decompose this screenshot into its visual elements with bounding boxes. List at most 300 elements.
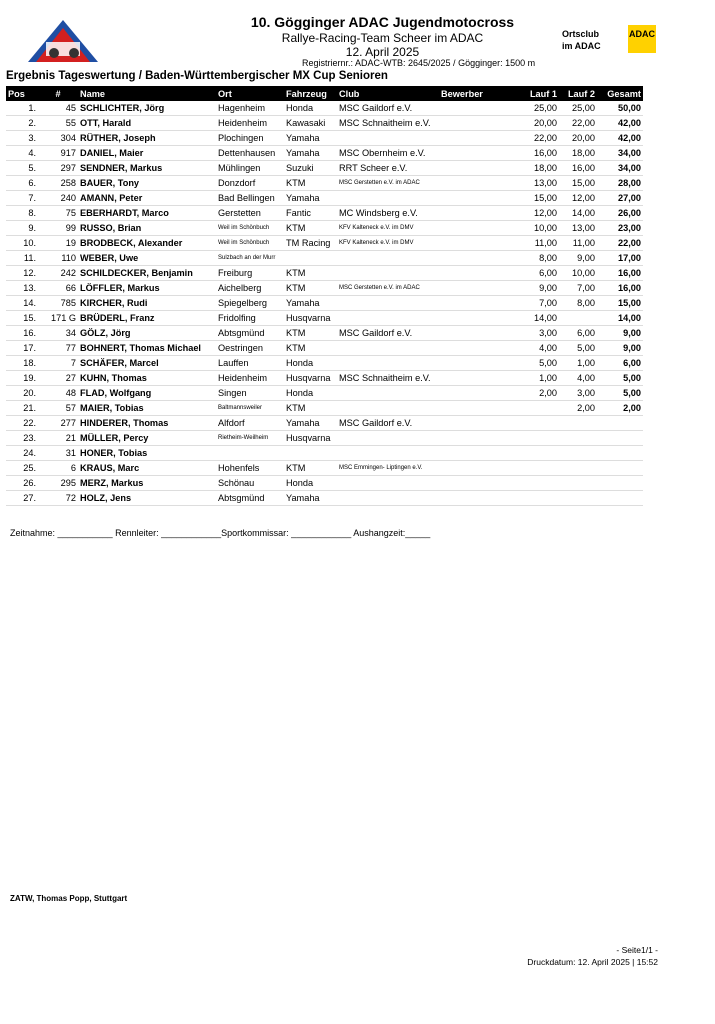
row-bewerber	[439, 461, 519, 476]
row-pos: 10.	[6, 236, 38, 251]
row-club	[337, 356, 439, 371]
row-number: 297	[38, 161, 78, 176]
col-club: Club	[337, 86, 439, 101]
row-lauf1: 13,00	[519, 176, 559, 191]
col-pos: Pos	[6, 86, 38, 101]
row-lauf2: 9,00	[559, 251, 597, 266]
row-number: 304	[38, 131, 78, 146]
row-name: EBERHARDT, Marco	[78, 206, 216, 221]
row-lauf2: 15,00	[559, 176, 597, 191]
row-ort: Lauffen	[216, 356, 284, 371]
row-ort: Freiburg	[216, 266, 284, 281]
row-number: 277	[38, 416, 78, 431]
row-ort: Abtsgmünd	[216, 491, 284, 506]
row-lauf1: 16,00	[519, 146, 559, 161]
row-bewerber	[439, 296, 519, 311]
row-pos: 9.	[6, 221, 38, 236]
row-number: 75	[38, 206, 78, 221]
row-gesamt: 42,00	[597, 116, 643, 131]
row-lauf1: 14,00	[519, 311, 559, 326]
col-bewerber: Bewerber	[439, 86, 519, 101]
row-pos: 21.	[6, 401, 38, 416]
row-pos: 4.	[6, 146, 38, 161]
row-pos: 18.	[6, 356, 38, 371]
row-lauf1: 8,00	[519, 251, 559, 266]
row-fahrzeug: Yamaha	[284, 416, 337, 431]
table-row	[6, 386, 643, 401]
row-club	[337, 191, 439, 206]
row-lauf1	[519, 446, 559, 461]
row-lauf1: 3,00	[519, 326, 559, 341]
row-pos: 22.	[6, 416, 38, 431]
table-row	[6, 326, 643, 341]
row-lauf2: 2,00	[559, 401, 597, 416]
row-bewerber	[439, 446, 519, 461]
row-gesamt: 22,00	[597, 236, 643, 251]
row-lauf1: 12,00	[519, 206, 559, 221]
row-ort: Singen	[216, 386, 284, 401]
row-lauf2: 10,00	[559, 266, 597, 281]
row-pos: 24.	[6, 446, 38, 461]
row-club	[337, 341, 439, 356]
row-lauf1: 18,00	[519, 161, 559, 176]
row-gesamt: 16,00	[597, 281, 643, 296]
row-name: MERZ, Markus	[78, 476, 216, 491]
row-gesamt: 5,00	[597, 371, 643, 386]
row-lauf2	[559, 416, 597, 431]
row-lauf1: 7,00	[519, 296, 559, 311]
row-ort: Weil im Schönbuch	[216, 221, 284, 236]
row-gesamt: 14,00	[597, 311, 643, 326]
row-gesamt: 9,00	[597, 341, 643, 356]
row-pos: 17.	[6, 341, 38, 356]
row-fahrzeug: KTM	[284, 326, 337, 341]
row-fahrzeug: KTM	[284, 221, 337, 236]
table-row	[6, 251, 643, 266]
row-number: 57	[38, 401, 78, 416]
row-number: 110	[38, 251, 78, 266]
row-gesamt	[597, 416, 643, 431]
row-lauf1: 15,00	[519, 191, 559, 206]
row-fahrzeug: KTM	[284, 401, 337, 416]
row-pos: 3.	[6, 131, 38, 146]
row-pos: 5.	[6, 161, 38, 176]
row-pos: 19.	[6, 371, 38, 386]
row-club	[337, 131, 439, 146]
table-row	[6, 281, 643, 296]
row-gesamt: 28,00	[597, 176, 643, 191]
row-fahrzeug: Husqvarna	[284, 371, 337, 386]
row-lauf1	[519, 431, 559, 446]
row-gesamt: 50,00	[597, 101, 643, 116]
row-number: 917	[38, 146, 78, 161]
row-number: 45	[38, 101, 78, 116]
row-gesamt: 2,00	[597, 401, 643, 416]
row-club: MSC Gaildorf e.V.	[337, 326, 439, 341]
row-gesamt: 16,00	[597, 266, 643, 281]
row-name: BOHNERT, Thomas Michael	[78, 341, 216, 356]
row-lauf1: 6,00	[519, 266, 559, 281]
row-bewerber	[439, 401, 519, 416]
row-fahrzeug: Suzuki	[284, 161, 337, 176]
row-name: BRODBECK, Alexander	[78, 236, 216, 251]
row-number: 21	[38, 431, 78, 446]
table-row	[6, 356, 643, 371]
row-lauf2: 20,00	[559, 131, 597, 146]
row-bewerber	[439, 431, 519, 446]
table-row	[6, 131, 643, 146]
row-name: KUHN, Thomas	[78, 371, 216, 386]
row-name: BAUER, Tony	[78, 176, 216, 191]
row-bewerber	[439, 326, 519, 341]
row-bewerber	[439, 476, 519, 491]
row-club: MSC Schnaitheim e.V.	[337, 371, 439, 386]
row-fahrzeug: KTM	[284, 341, 337, 356]
table-row	[6, 446, 643, 461]
row-bewerber	[439, 101, 519, 116]
row-name: RUSSO, Brian	[78, 221, 216, 236]
row-gesamt: 26,00	[597, 206, 643, 221]
row-club	[337, 446, 439, 461]
row-gesamt	[597, 461, 643, 476]
registration-number: Registriernr.: ADAC-WTB: 2645/2025 / Gögginger: 1500 m	[302, 58, 536, 68]
table-row	[6, 191, 643, 206]
row-gesamt	[597, 476, 643, 491]
table-row	[6, 431, 643, 446]
col-lauf2: Lauf 2	[559, 86, 597, 101]
table-row	[6, 236, 643, 251]
row-lauf1	[519, 401, 559, 416]
row-lauf2	[559, 311, 597, 326]
row-ort: Aichelberg	[216, 281, 284, 296]
table-row	[6, 116, 643, 131]
row-pos: 25.	[6, 461, 38, 476]
row-ort: Schönau	[216, 476, 284, 491]
row-ort: Plochingen	[216, 131, 284, 146]
row-ort: Baltmannsweiler	[216, 401, 284, 416]
row-fahrzeug: Yamaha	[284, 191, 337, 206]
row-bewerber	[439, 341, 519, 356]
row-number: 72	[38, 491, 78, 506]
row-bewerber	[439, 371, 519, 386]
results-subtitle: Ergebnis Tageswertung / Baden-Württembergischer MX Cup Senioren	[6, 70, 388, 82]
row-ort: Oestringen	[216, 341, 284, 356]
row-club	[337, 431, 439, 446]
row-pos: 8.	[6, 206, 38, 221]
col-gesamt: Gesamt	[597, 86, 643, 101]
row-lauf1	[519, 416, 559, 431]
row-lauf2: 13,00	[559, 221, 597, 236]
row-bewerber	[439, 281, 519, 296]
row-name: GÖLZ, Jörg	[78, 326, 216, 341]
row-lauf2: 1,00	[559, 356, 597, 371]
row-lauf2: 7,00	[559, 281, 597, 296]
row-lauf1: 10,00	[519, 221, 559, 236]
row-ort: Rietheim-Weilheim	[216, 431, 284, 446]
row-ort: Heidenheim	[216, 371, 284, 386]
row-pos: 20.	[6, 386, 38, 401]
row-ort: Alfdorf	[216, 416, 284, 431]
author-footer: ZATW, Thomas Popp, Stuttgart	[10, 894, 128, 903]
row-lauf2: 18,00	[559, 146, 597, 161]
row-club: MSC Gerstetten e.V. im ADAC	[337, 176, 439, 191]
row-pos: 7.	[6, 191, 38, 206]
row-ort: Fridolfing	[216, 311, 284, 326]
row-bewerber	[439, 161, 519, 176]
row-club: RRT Scheer e.V.	[337, 161, 439, 176]
row-gesamt: 34,00	[597, 146, 643, 161]
row-lauf2: 4,00	[559, 371, 597, 386]
row-club	[337, 401, 439, 416]
row-number: 48	[38, 386, 78, 401]
row-bewerber	[439, 356, 519, 371]
row-gesamt: 15,00	[597, 296, 643, 311]
row-pos: 27.	[6, 491, 38, 506]
row-number: 785	[38, 296, 78, 311]
col-number: #	[38, 86, 78, 101]
row-lauf2: 14,00	[559, 206, 597, 221]
row-pos: 12.	[6, 266, 38, 281]
row-lauf1: 11,00	[519, 236, 559, 251]
row-lauf1: 9,00	[519, 281, 559, 296]
row-name: KRAUS, Marc	[78, 461, 216, 476]
row-name: SCHILDECKER, Benjamin	[78, 266, 216, 281]
row-bewerber	[439, 221, 519, 236]
row-name: HINDERER, Thomas	[78, 416, 216, 431]
row-fahrzeug: KTM	[284, 461, 337, 476]
table-row	[6, 101, 643, 116]
row-club: KFV Kalteneck e.V. im DMV	[337, 236, 439, 251]
row-lauf2	[559, 446, 597, 461]
row-name: OTT, Harald	[78, 116, 216, 131]
page-title: 10. Gögginger ADAC Jugendmotocross	[250, 14, 515, 30]
row-club: KFV Kalteneck e.V. im DMV	[337, 221, 439, 236]
row-bewerber	[439, 116, 519, 131]
row-name: MÜLLER, Percy	[78, 431, 216, 446]
row-pos: 15.	[6, 311, 38, 326]
row-lauf2: 25,00	[559, 101, 597, 116]
row-number: 171 G	[38, 311, 78, 326]
col-lauf1: Lauf 1	[519, 86, 559, 101]
row-lauf1: 2,00	[519, 386, 559, 401]
table-row	[6, 416, 643, 431]
row-name: FLAD, Wolfgang	[78, 386, 216, 401]
row-lauf2: 3,00	[559, 386, 597, 401]
row-name: WEBER, Uwe	[78, 251, 216, 266]
row-club	[337, 296, 439, 311]
row-gesamt: 42,00	[597, 131, 643, 146]
row-number: 295	[38, 476, 78, 491]
row-gesamt	[597, 491, 643, 506]
row-pos: 16.	[6, 326, 38, 341]
row-fahrzeug	[284, 446, 337, 461]
row-number: 27	[38, 371, 78, 386]
row-pos: 11.	[6, 251, 38, 266]
row-lauf2: 5,00	[559, 341, 597, 356]
row-fahrzeug: Yamaha	[284, 491, 337, 506]
row-bewerber	[439, 191, 519, 206]
row-ort: Weil im Schönbuch	[216, 236, 284, 251]
row-fahrzeug: Husqvarna	[284, 431, 337, 446]
table-row	[6, 221, 643, 236]
table-row	[6, 161, 643, 176]
row-lauf2	[559, 431, 597, 446]
table-row	[6, 266, 643, 281]
row-gesamt: 23,00	[597, 221, 643, 236]
event-date: 12. April 2025	[345, 45, 420, 59]
row-bewerber	[439, 251, 519, 266]
ortsclub-label: Ortsclub im ADAC	[562, 29, 601, 51]
row-gesamt: 17,00	[597, 251, 643, 266]
row-ort: Bad Bellingen	[216, 191, 284, 206]
row-name: AMANN, Peter	[78, 191, 216, 206]
row-name: SCHLICHTER, Jörg	[78, 101, 216, 116]
row-club	[337, 266, 439, 281]
row-fahrzeug: TM Racing	[284, 236, 337, 251]
row-number: 258	[38, 176, 78, 191]
row-bewerber	[439, 386, 519, 401]
row-club: MC Windsberg e.V.	[337, 206, 439, 221]
row-number: 31	[38, 446, 78, 461]
table-row	[6, 371, 643, 386]
row-lauf1: 22,00	[519, 131, 559, 146]
row-bewerber	[439, 176, 519, 191]
row-pos: 1.	[6, 101, 38, 116]
row-lauf1: 25,00	[519, 101, 559, 116]
row-fahrzeug: Honda	[284, 101, 337, 116]
row-name: HONER, Tobias	[78, 446, 216, 461]
row-lauf1: 5,00	[519, 356, 559, 371]
results-table	[6, 86, 643, 506]
row-name: SENDNER, Markus	[78, 161, 216, 176]
row-club	[337, 311, 439, 326]
col-name: Name	[78, 86, 216, 101]
row-lauf2: 12,00	[559, 191, 597, 206]
row-ort: Spiegelberg	[216, 296, 284, 311]
row-fahrzeug	[284, 251, 337, 266]
row-club: MSC Schnaitheim e.V.	[337, 116, 439, 131]
row-name: MAIER, Tobias	[78, 401, 216, 416]
row-pos: 6.	[6, 176, 38, 191]
organizer: Rallye-Racing-Team Scheer im ADAC	[281, 31, 484, 45]
row-gesamt: 34,00	[597, 161, 643, 176]
table-row	[6, 341, 643, 356]
row-club	[337, 386, 439, 401]
row-lauf1: 1,00	[519, 371, 559, 386]
row-ort: Hohenfels	[216, 461, 284, 476]
row-number: 240	[38, 191, 78, 206]
row-number: 34	[38, 326, 78, 341]
row-lauf1: 20,00	[519, 116, 559, 131]
row-ort	[216, 446, 284, 461]
row-fahrzeug: Honda	[284, 356, 337, 371]
row-club: MSC Obernheim e.V.	[337, 146, 439, 161]
row-lauf2: 22,00	[559, 116, 597, 131]
row-fahrzeug: Kawasaki	[284, 116, 337, 131]
table-row	[6, 176, 643, 191]
table-row	[6, 146, 643, 161]
row-name: SCHÄFER, Marcel	[78, 356, 216, 371]
row-name: HOLZ, Jens	[78, 491, 216, 506]
row-number: 7	[38, 356, 78, 371]
row-club: MSC Gerstetten e.V. im ADAC	[337, 281, 439, 296]
row-club	[337, 491, 439, 506]
row-club: MSC Gaildorf e.V.	[337, 416, 439, 431]
row-ort: Dettenhausen	[216, 146, 284, 161]
row-lauf2: 16,00	[559, 161, 597, 176]
row-bewerber	[439, 416, 519, 431]
row-number: 19	[38, 236, 78, 251]
row-lauf2	[559, 491, 597, 506]
row-ort: Donzdorf	[216, 176, 284, 191]
col-ort: Ort	[216, 86, 284, 101]
row-name: DANIEL, Maier	[78, 146, 216, 161]
row-gesamt: 6,00	[597, 356, 643, 371]
row-lauf1	[519, 476, 559, 491]
row-number: 6	[38, 461, 78, 476]
print-date: Druckdatum: 12. April 2025 | 15:52	[527, 957, 658, 967]
row-bewerber	[439, 311, 519, 326]
row-ort: Mühlingen	[216, 161, 284, 176]
row-pos: 13.	[6, 281, 38, 296]
row-bewerber	[439, 266, 519, 281]
row-gesamt	[597, 446, 643, 461]
row-name: BRÜDERL, Franz	[78, 311, 216, 326]
row-lauf1	[519, 461, 559, 476]
row-ort: Gerstetten	[216, 206, 284, 221]
row-pos: 23.	[6, 431, 38, 446]
row-bewerber	[439, 206, 519, 221]
row-gesamt: 9,00	[597, 326, 643, 341]
signature-line: Zeitnahme: ___________ Rennleiter: ____________Sportkommissar: ____________ Aushangzeit:_____	[10, 528, 431, 538]
row-ort: Sulzbach an der Murr	[216, 251, 284, 266]
row-fahrzeug: Honda	[284, 386, 337, 401]
row-number: 66	[38, 281, 78, 296]
row-fahrzeug: KTM	[284, 266, 337, 281]
row-pos: 14.	[6, 296, 38, 311]
row-fahrzeug: Yamaha	[284, 146, 337, 161]
row-pos: 26.	[6, 476, 38, 491]
row-lauf2: 8,00	[559, 296, 597, 311]
row-club: MSC Gaildorf e.V.	[337, 101, 439, 116]
row-number: 77	[38, 341, 78, 356]
row-lauf2: 6,00	[559, 326, 597, 341]
row-club	[337, 476, 439, 491]
row-number: 99	[38, 221, 78, 236]
table-row	[6, 206, 643, 221]
adac-logo: ADAC	[628, 25, 656, 53]
row-fahrzeug: Husqvarna	[284, 311, 337, 326]
row-gesamt: 5,00	[597, 386, 643, 401]
row-gesamt: 27,00	[597, 191, 643, 206]
row-number: 55	[38, 116, 78, 131]
row-pos: 2.	[6, 116, 38, 131]
row-bewerber	[439, 236, 519, 251]
table-row	[6, 401, 643, 416]
row-name: RÜTHER, Joseph	[78, 131, 216, 146]
table-row	[6, 476, 643, 491]
row-lauf1: 4,00	[519, 341, 559, 356]
row-lauf2	[559, 476, 597, 491]
table-row	[6, 491, 643, 506]
table-header-row	[6, 86, 643, 101]
row-fahrzeug: Yamaha	[284, 296, 337, 311]
row-ort: Hagenheim	[216, 101, 284, 116]
row-fahrzeug: Fantic	[284, 206, 337, 221]
row-lauf1	[519, 491, 559, 506]
row-fahrzeug: KTM	[284, 281, 337, 296]
row-lauf2	[559, 461, 597, 476]
